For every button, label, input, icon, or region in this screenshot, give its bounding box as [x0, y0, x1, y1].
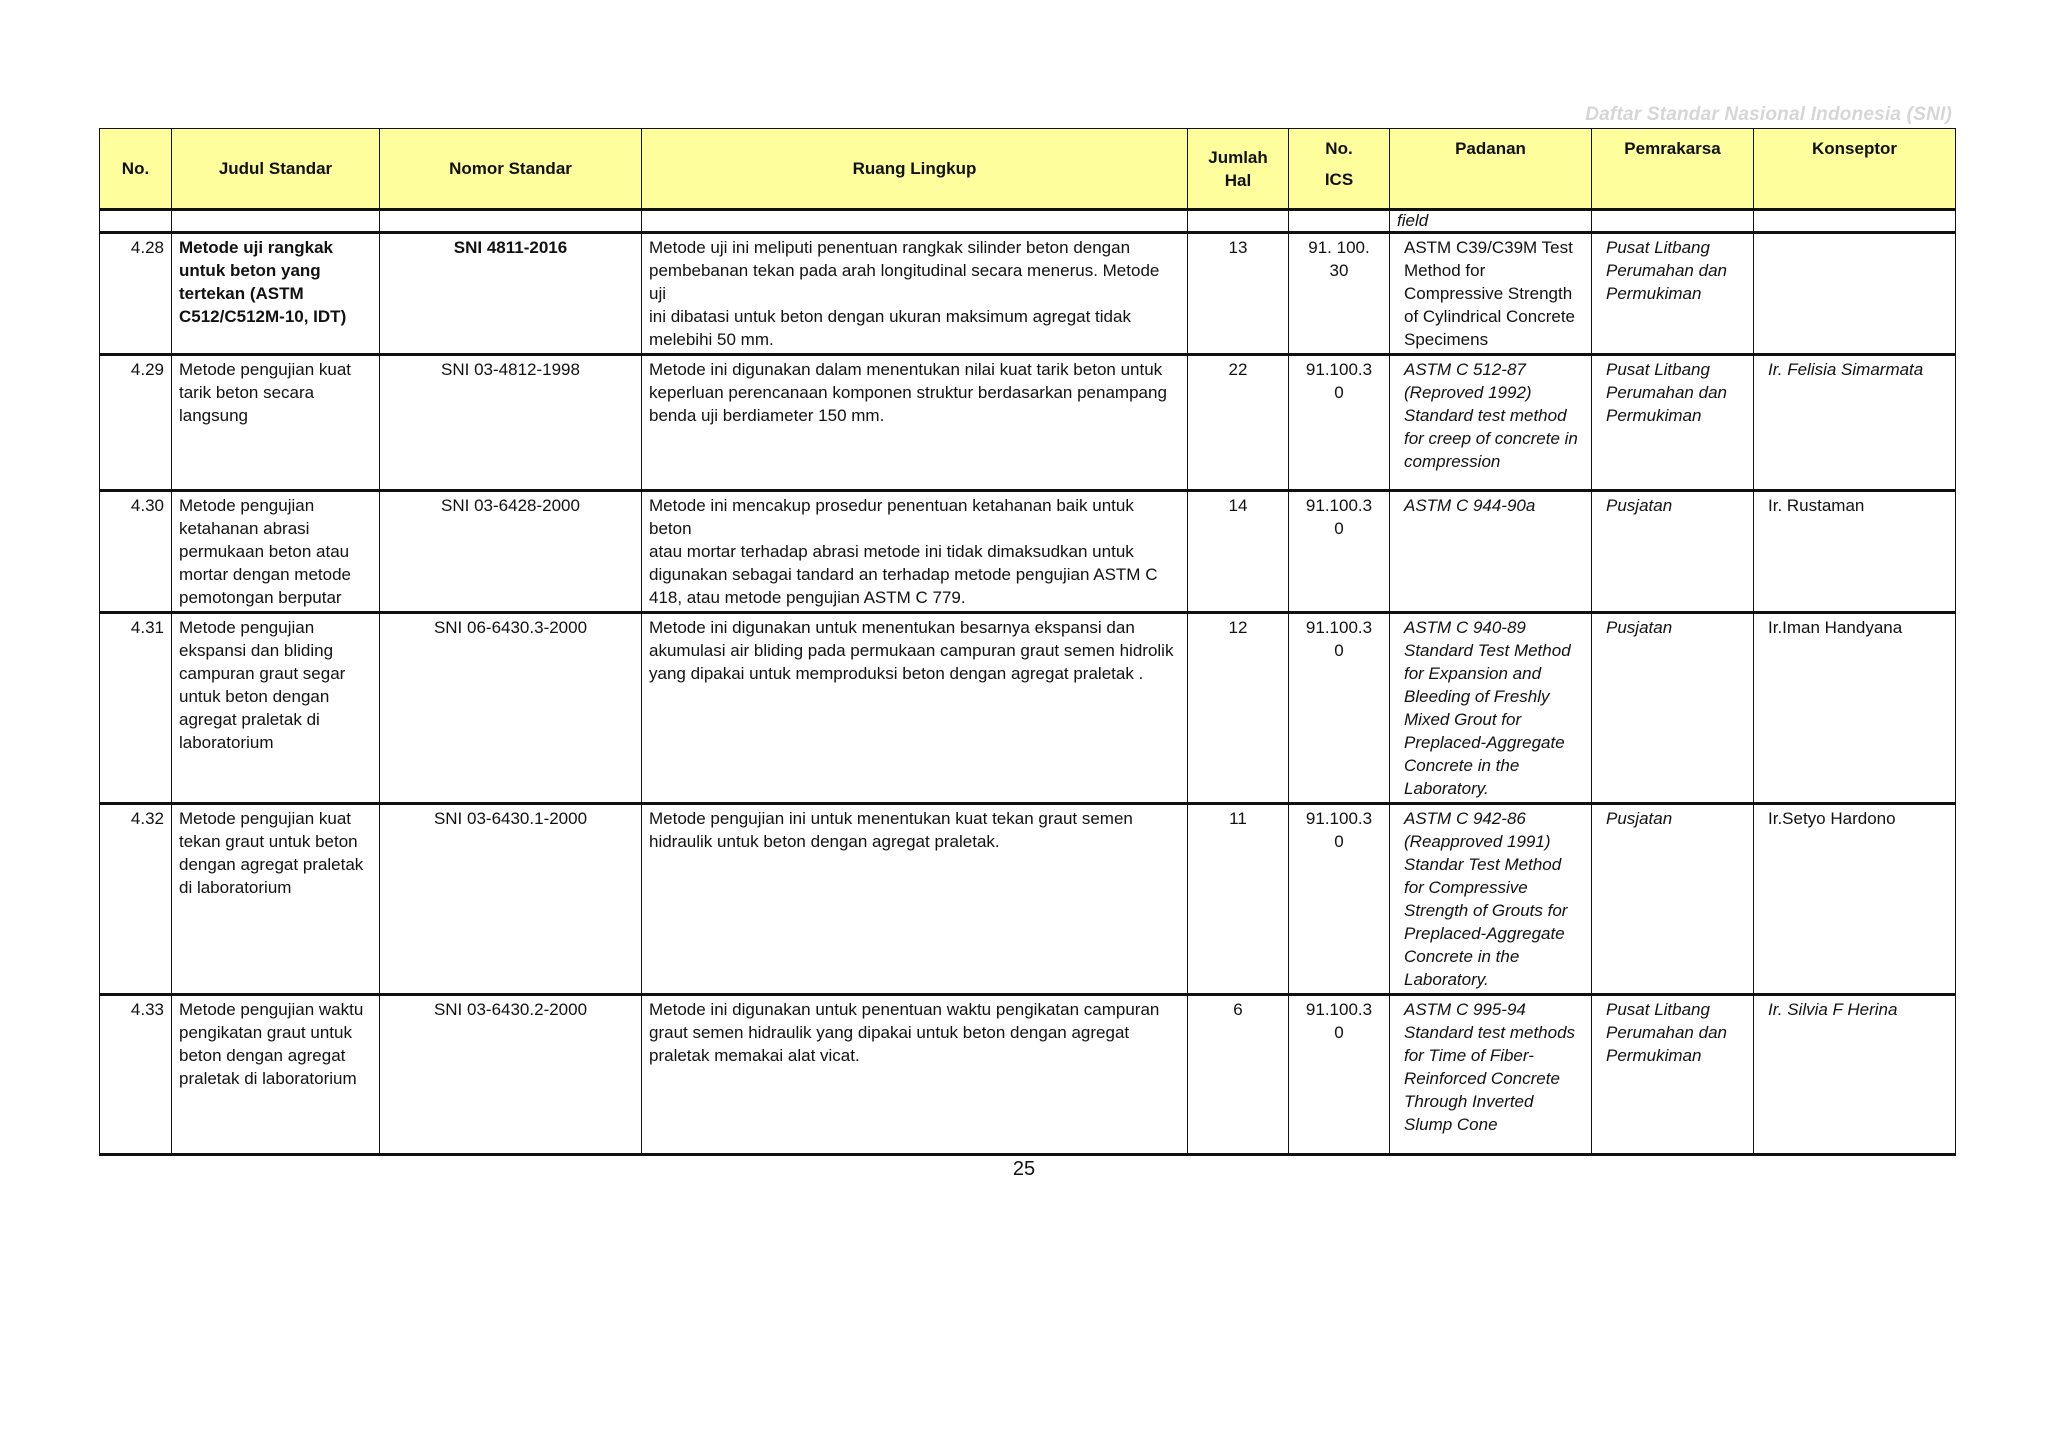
cell-padanan-line: Through Inverted [1404, 1092, 1534, 1111]
col-header-ruang: Ruang Lingkup [642, 129, 1188, 210]
cell-konseptor [1754, 355, 1956, 491]
cell-ruang-lingkup [642, 355, 1188, 491]
cell-ics-line: 0 [1334, 383, 1344, 402]
cell-padanan-line: for Compressive [1404, 878, 1528, 897]
cell-ruang-lingkup-line: atau mortar terhadap abrasi metode ini tidak dimaksudkan untuk [649, 542, 1134, 561]
cell-pemrakarsa-line: Perumahan dan [1606, 1023, 1727, 1042]
cell-judul-line: tarik beton secara [179, 383, 315, 402]
cell-judul-line: untuk beton yang [179, 261, 321, 280]
cell-judul-line: agregat praletak di [179, 710, 320, 729]
cell-jumlah-hal: 14 [1188, 491, 1289, 613]
cell-ics-line: 0 [1334, 832, 1344, 851]
cell-judul-line: untuk beton dengan [179, 687, 330, 706]
cell-nomor: SNI 03-6428-2000 [380, 491, 642, 613]
cell-judul-line: ekspansi dan bliding [179, 641, 334, 660]
cell-padanan-line: Mixed Grout for [1404, 710, 1522, 729]
cell-ruang-lingkup-line: Metode uji ini meliputi penentuan rangkak silinder beton dengan [649, 238, 1131, 257]
cell-ics [1289, 804, 1390, 995]
table-row [100, 491, 1956, 613]
table-row [100, 233, 1956, 355]
cell-padanan-line: Compressive Strength [1404, 284, 1573, 303]
cell-padanan-line: Method for [1404, 261, 1486, 280]
cell-padanan [1390, 613, 1592, 804]
cell-ruang-lingkup-line: akumulasi air bliding pada permukaan campuran graut semen hidrolik [649, 641, 1174, 660]
col-header-jumlah-line1: Jumlah [1208, 147, 1268, 167]
cell-ics [1289, 233, 1390, 355]
cell-ruang-lingkup [642, 491, 1188, 613]
cell-judul [172, 233, 380, 355]
cell-ics-line: 0 [1334, 1023, 1344, 1042]
col-header-pemrakarsa: Pemrakarsa [1592, 129, 1754, 210]
cell-padanan-line: ASTM C 944-90a [1404, 496, 1536, 515]
cell-judul-line: praletak di laboratorium [179, 1069, 357, 1088]
cell-judul-line: pemotongan berputar [179, 588, 342, 607]
cell-ruang-lingkup-line: Metode ini digunakan untuk penentuan waktu pengikatan campuran [649, 1000, 1160, 1019]
cell-padanan [1390, 995, 1592, 1155]
cell-padanan-line: ASTM C 995-94 [1404, 1000, 1526, 1019]
cell-padanan-line: Standard Test Method [1404, 641, 1571, 660]
col-header-padanan: Padanan [1390, 129, 1592, 210]
cell-padanan-line: Concrete in the [1404, 756, 1520, 775]
cell-padanan-line: Laboratory. [1404, 779, 1489, 798]
cell-pemrakarsa-line: Pusat Litbang [1606, 360, 1710, 379]
table-header-row [100, 129, 1956, 210]
cell-ics-line: 91. 100. [1308, 238, 1370, 257]
cell-pemrakarsa [1592, 613, 1754, 804]
col-header-jumlah-line2: Hal [1224, 170, 1252, 190]
cell-judul-line: pengikatan graut untuk [179, 1023, 352, 1042]
cell-judul-line: ketahanan abrasi [179, 519, 310, 538]
cell-pemrakarsa [1592, 804, 1754, 995]
cell-judul-line: Metode pengujian [179, 618, 315, 637]
cell-ruang-lingkup-line: Metode ini mencakup prosedur penentuan ketahanan baik untuk beton [649, 496, 1134, 538]
cell-padanan-line: Preplaced-Aggregate [1404, 924, 1565, 943]
col-header-ics-line1: No. [1325, 139, 1353, 158]
cell-ics-line: 91.100.3 [1305, 618, 1373, 637]
cell-nomor: SNI 4811-2016 [380, 233, 642, 355]
cell-jumlah-hal: 13 [1188, 233, 1289, 355]
cell-padanan-line: Laboratory. [1404, 970, 1489, 989]
cell-judul-line: di laboratorium [179, 878, 292, 897]
cell-pemrakarsa-line: Permukiman [1606, 284, 1702, 303]
cell-ics [1289, 613, 1390, 804]
cell-konseptor [1754, 804, 1956, 995]
col-header-konseptor: Konseptor [1754, 129, 1956, 210]
cell-konseptor [1754, 491, 1956, 613]
cell-jumlah-hal: 6 [1188, 995, 1289, 1155]
cell-jumlah-hal: 11 [1188, 804, 1289, 995]
cell-ics-line: 91.100.3 [1305, 360, 1373, 379]
cell-konseptor [1754, 613, 1956, 804]
cell-ics-line: 91.100.3 [1305, 1000, 1373, 1019]
continuation-row [100, 210, 1956, 233]
cell-padanan [1390, 355, 1592, 491]
cell-konseptor-line: Ir. Silvia F Herina [1768, 1000, 1898, 1019]
cell-judul [172, 355, 380, 491]
cell-ruang-lingkup-line: Metode ini digunakan untuk menentukan besarnya ekspansi dan [649, 618, 1135, 637]
cell-ics [1289, 995, 1390, 1155]
cell-ruang-lingkup [642, 804, 1188, 995]
cell-padanan-line: for creep of concrete in [1404, 429, 1578, 448]
standards-table [99, 128, 1956, 1156]
cell-jumlah-hal: 12 [1188, 613, 1289, 804]
cell-judul-line: beton dengan agregat [179, 1046, 346, 1065]
cell-padanan-line: compression [1404, 452, 1501, 471]
running-title: Daftar Standar Nasional Indonesia (SNI) [1585, 104, 1952, 125]
cell-ruang-lingkup-line: Metode pengujian ini untuk menentukan kuat tekan graut semen [649, 809, 1133, 828]
cell-pemrakarsa-line: Permukiman [1606, 406, 1702, 425]
cell-nomor: SNI 03-6430.2-2000 [380, 995, 642, 1155]
cell-konseptor [1754, 995, 1956, 1155]
cell-ruang-lingkup [642, 613, 1188, 804]
col-header-ics [1289, 129, 1390, 210]
cell-judul-line: C512/C512M-10, IDT) [179, 307, 347, 326]
cell-ics-line: 91.100.3 [1305, 809, 1373, 828]
cell-konseptor-line: Ir.Setyo Hardono [1768, 809, 1896, 828]
cell-pemrakarsa [1592, 491, 1754, 613]
col-header-jumlah [1188, 129, 1289, 210]
cell-padanan-line: Bleeding of Freshly [1404, 687, 1550, 706]
cell-ruang-lingkup-line: melebihi 50 mm. [649, 330, 774, 349]
cell-pemrakarsa-line: Permukiman [1606, 1046, 1702, 1065]
col-header-no: No. [100, 129, 172, 210]
cell-pemrakarsa-line: Perumahan dan [1606, 261, 1727, 280]
table-row [100, 804, 1956, 995]
cell-judul-line: tertekan (ASTM [179, 284, 304, 303]
cell-ruang-lingkup [642, 233, 1188, 355]
cell-padanan-line: Reinforced Concrete [1404, 1069, 1560, 1088]
cell-padanan [1390, 491, 1592, 613]
cell-judul [172, 995, 380, 1155]
cell-pemrakarsa-line: Pusat Litbang [1606, 1000, 1710, 1019]
cell-padanan-line: Standar Test Method [1404, 855, 1562, 874]
cell-padanan-line: for Time of Fiber- [1404, 1046, 1534, 1065]
cell-ics [1289, 355, 1390, 491]
cell-padanan-line: Strength of Grouts for [1404, 901, 1568, 920]
cell-pemrakarsa [1592, 995, 1754, 1155]
cell-padanan-line: Slump Cone [1404, 1115, 1498, 1134]
cell-judul-line: mortar dengan metode [179, 565, 351, 584]
cell-konseptor [1754, 233, 1956, 355]
cell-padanan-line: of Cylindrical Concrete [1404, 307, 1576, 326]
cell-nomor: SNI 03-6430.1-2000 [380, 804, 642, 995]
cell-padanan [1390, 233, 1592, 355]
cell-pemrakarsa-line: Perumahan dan [1606, 383, 1727, 402]
cell-padanan-line: Specimens [1404, 330, 1489, 349]
cell-padanan-line: Standard test method [1404, 406, 1567, 425]
cell-padanan-line: (Reapproved 1991) [1404, 832, 1551, 851]
table-row [100, 613, 1956, 804]
cell-jumlah-hal: 22 [1188, 355, 1289, 491]
cell-judul-line: tekan graut untuk beton [179, 832, 358, 851]
cell-konseptor-line: Ir. Rustaman [1768, 496, 1865, 515]
cell-ics-line: 0 [1334, 641, 1344, 660]
cell-no: 4.30 [100, 491, 172, 613]
cell-pemrakarsa-line: Pusjatan [1606, 618, 1673, 637]
cell-ics [1289, 491, 1390, 613]
col-header-nomor: Nomor Standar [380, 129, 642, 210]
cell-judul-line: Metode uji rangkak [179, 238, 333, 257]
cell-padanan-line: ASTM C 940-89 [1404, 618, 1526, 637]
cell-judul-line: Metode pengujian [179, 496, 315, 515]
cell-no: 4.33 [100, 995, 172, 1155]
cell-ruang-lingkup-line: ini dibatasi untuk beton dengan ukuran maksimum agregat tidak [649, 307, 1131, 326]
cell-pemrakarsa-line: Pusjatan [1606, 496, 1673, 515]
cell-judul [172, 491, 380, 613]
cell-ruang-lingkup-line: digunakan sebagai tandard an terhadap metode pengujian ASTM C [649, 565, 1158, 584]
cell-padanan-line: ASTM C 512-87 [1404, 360, 1526, 379]
continuation-padanan: field [1390, 210, 1592, 233]
cell-pemrakarsa-line: Pusat Litbang [1606, 238, 1710, 257]
cell-ruang-lingkup-line: 418, atau metode pengujian ASTM C 779. [649, 588, 966, 607]
cell-ruang-lingkup-line: praletak memakai alat vicat. [649, 1046, 860, 1065]
cell-ruang-lingkup-line: pembebanan tekan pada arah longitudinal secara menerus. Metode uji [649, 261, 1160, 303]
table-row [100, 995, 1956, 1155]
cell-konseptor-line: Ir. Felisia Simarmata [1768, 360, 1924, 379]
cell-padanan-line: Concrete in the [1404, 947, 1520, 966]
table-row [100, 355, 1956, 491]
page-number: 25 [1012, 1158, 1036, 1180]
cell-judul-line: campuran graut segar [179, 664, 346, 683]
cell-judul-line: Metode pengujian kuat [179, 809, 352, 828]
cell-judul [172, 613, 380, 804]
cell-ruang-lingkup-line: Metode ini digunakan dalam menentukan nilai kuat tarik beton untuk [649, 360, 1163, 379]
col-header-ics-line2: ICS [1324, 170, 1354, 189]
cell-no: 4.32 [100, 804, 172, 995]
cell-padanan-line: ASTM C39/C39M Test [1404, 238, 1573, 257]
cell-judul-line: laboratorium [179, 733, 274, 752]
cell-nomor: SNI 03-4812-1998 [380, 355, 642, 491]
cell-ruang-lingkup-line: graut semen hidraulik yang dipakai untuk beton dengan agregat [649, 1023, 1130, 1042]
cell-judul-line: permukaan beton atau [179, 542, 350, 561]
cell-ruang-lingkup-line: keperluan perencanaan komponen struktur berdasarkan penampang [649, 383, 1167, 402]
cell-ics-line: 30 [1329, 261, 1349, 280]
cell-ruang-lingkup-line: benda uji berdiameter 150 mm. [649, 406, 885, 425]
cell-padanan [1390, 804, 1592, 995]
cell-padanan-line: Preplaced-Aggregate [1404, 733, 1565, 752]
cell-ruang-lingkup [642, 995, 1188, 1155]
cell-judul-line: dengan agregat praletak [179, 855, 364, 874]
cell-judul-line: Metode pengujian waktu [179, 1000, 364, 1019]
cell-padanan-line: ASTM C 942-86 [1404, 809, 1526, 828]
cell-pemrakarsa [1592, 355, 1754, 491]
cell-pemrakarsa-line: Pusjatan [1606, 809, 1673, 828]
cell-nomor: SNI 06-6430.3-2000 [380, 613, 642, 804]
cell-judul-line: langsung [179, 406, 249, 425]
cell-ics-line: 0 [1334, 519, 1344, 538]
cell-judul [172, 804, 380, 995]
cell-konseptor-line: Ir.Iman Handyana [1768, 618, 1903, 637]
cell-ics-line: 91.100.3 [1305, 496, 1373, 515]
col-header-judul: Judul Standar [172, 129, 380, 210]
cell-pemrakarsa [1592, 233, 1754, 355]
cell-judul-line: Metode pengujian kuat [179, 360, 352, 379]
cell-no: 4.31 [100, 613, 172, 804]
cell-padanan-line: (Reproved 1992) [1404, 383, 1532, 402]
cell-ruang-lingkup-line: yang dipakai untuk memproduksi beton dengan agregat praletak . [649, 664, 1144, 683]
cell-ruang-lingkup-line: hidraulik untuk beton dengan agregat praletak. [649, 832, 1000, 851]
cell-no: 4.29 [100, 355, 172, 491]
cell-padanan-line: Standard test methods [1404, 1023, 1576, 1042]
cell-no: 4.28 [100, 233, 172, 355]
cell-padanan-line: for Expansion and [1404, 664, 1542, 683]
